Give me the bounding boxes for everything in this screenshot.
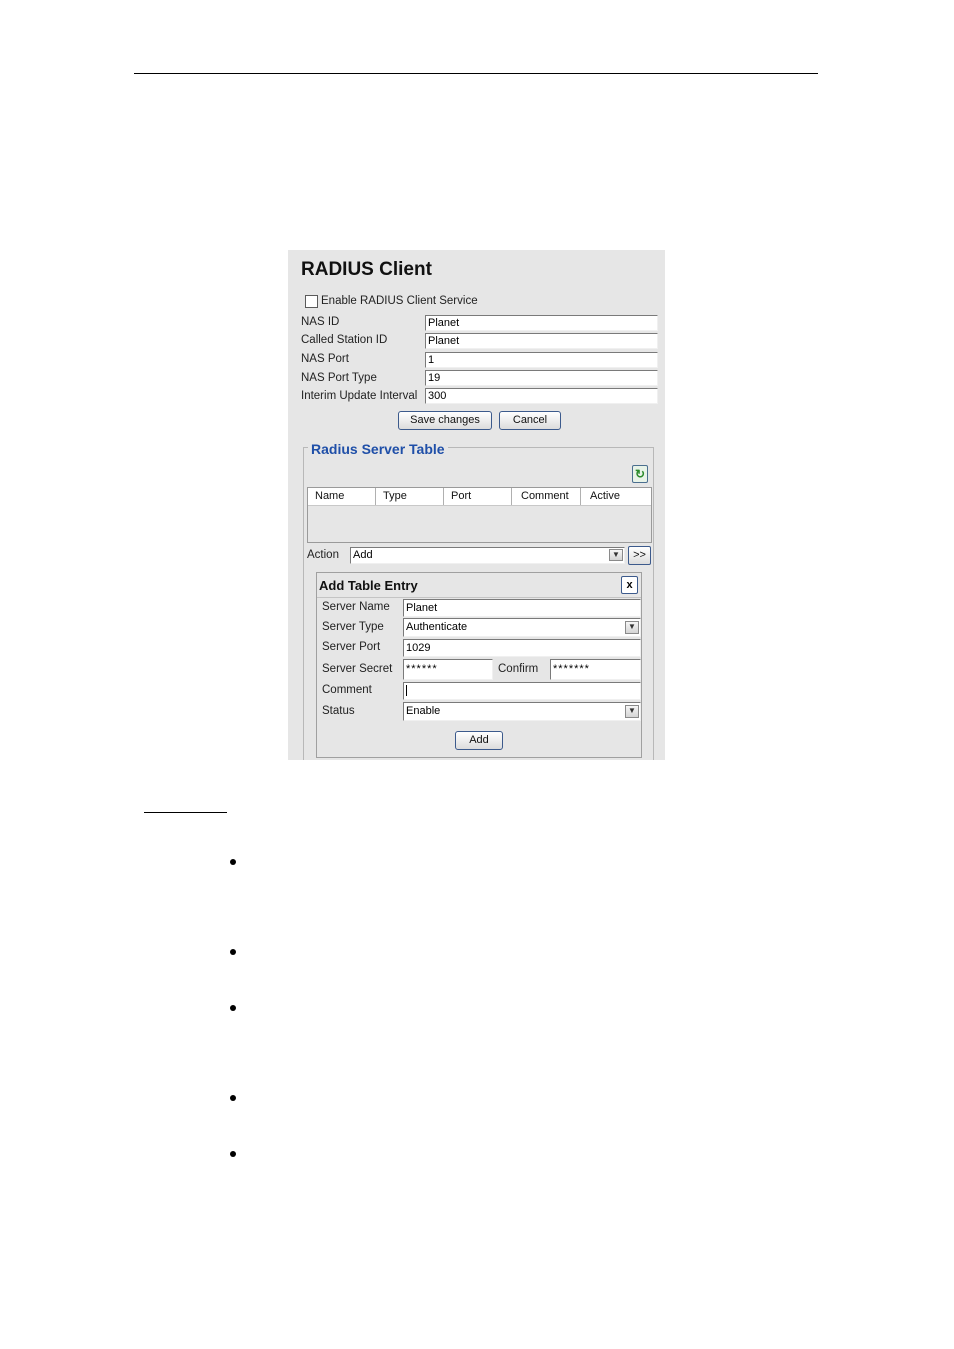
bullet [230, 1151, 236, 1157]
text-caret [406, 685, 407, 696]
action-go-button[interactable]: >> [628, 546, 651, 565]
save-changes-button[interactable]: Save changes [398, 411, 492, 430]
bullet [230, 859, 236, 865]
called-station-id-input[interactable]: Planet [425, 333, 658, 349]
interim-update-label: Interim Update Interval [301, 390, 418, 402]
server-name-input[interactable]: Planet [403, 599, 641, 617]
nas-id-label: NAS ID [301, 316, 340, 328]
panel-title: RADIUS Client [301, 259, 432, 280]
confirm-secret-input[interactable]: ******* [550, 659, 641, 680]
column-type[interactable]: Type [376, 488, 444, 505]
chevron-down-icon: ▼ [625, 621, 639, 634]
nas-port-input[interactable]: 1 [425, 352, 658, 368]
action-select-value: Add [353, 549, 373, 561]
enable-service-checkbox[interactable] [305, 295, 318, 308]
column-comment[interactable]: Comment [512, 488, 581, 505]
radius-client-panel [288, 250, 665, 760]
status-select[interactable] [403, 702, 641, 721]
server-type-select[interactable] [403, 618, 641, 637]
add-entry-title: Add Table Entry [319, 578, 418, 593]
nas-id-input[interactable]: Planet [425, 315, 658, 331]
column-port[interactable]: Port [444, 488, 512, 505]
action-label: Action [307, 549, 339, 561]
enable-service-label: Enable RADIUS Client Service [321, 295, 478, 307]
comment-input[interactable] [403, 682, 641, 700]
server-table-title: Radius Server Table [308, 441, 448, 457]
server-secret-input[interactable]: ****** [403, 659, 493, 680]
header-rule [134, 73, 818, 74]
close-icon[interactable]: x [621, 576, 638, 594]
cancel-button[interactable]: Cancel [499, 411, 561, 430]
nas-port-type-input[interactable]: 19 [425, 370, 658, 386]
section-underline [144, 812, 227, 813]
chevron-down-icon: ▼ [609, 549, 623, 561]
server-name-label: Server Name [322, 601, 390, 613]
column-active[interactable]: Active [590, 490, 620, 502]
status-value: Enable [406, 705, 441, 717]
server-port-input[interactable]: 1029 [403, 639, 641, 657]
chevron-down-icon: ▼ [625, 705, 639, 718]
column-name[interactable]: Name [308, 488, 376, 505]
interim-update-input[interactable]: 300 [425, 388, 658, 404]
confirm-label: Confirm [498, 663, 539, 675]
bullet [230, 949, 236, 955]
comment-label: Comment [322, 684, 372, 696]
status-label: Status [322, 705, 355, 717]
add-entry-button[interactable]: Add [455, 731, 503, 750]
server-secret-label: Server Secret [322, 663, 393, 675]
refresh-icon[interactable]: ↻ [632, 465, 648, 483]
called-station-id-label: Called Station ID [301, 334, 388, 346]
bullet [230, 1095, 236, 1101]
nas-port-type-label: NAS Port Type [301, 372, 377, 384]
server-table [307, 487, 652, 543]
server-port-label: Server Port [322, 641, 381, 653]
action-select[interactable] [350, 547, 625, 564]
nas-port-label: NAS Port [301, 353, 349, 365]
server-table-header [308, 488, 651, 506]
server-type-label: Server Type [322, 621, 384, 633]
server-type-value: Authenticate [406, 621, 468, 633]
bullet [230, 1005, 236, 1011]
